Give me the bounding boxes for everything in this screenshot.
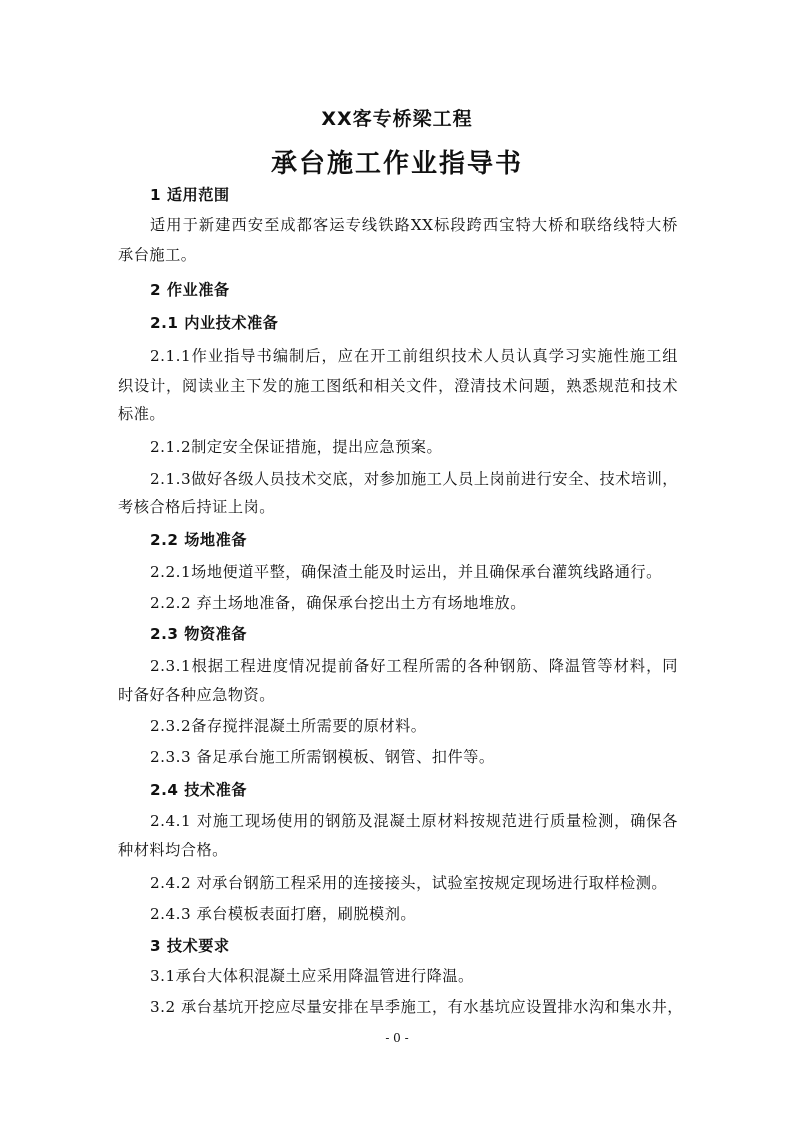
document-subtitle: 承台施工作业指导书 [270, 149, 523, 179]
section-heading: 1 适用范围 [150, 186, 230, 204]
paragraph-line: 考核合格后持证上岗。 [118, 498, 275, 516]
paragraph-line: 织设计，阅读业主下发的施工图纸和相关文件，澄清技术问题，熟悉规范和技术 [118, 377, 678, 395]
page-number: - 0 - [385, 1031, 409, 1045]
subsection-heading: 2.1 内业技术准备 [150, 314, 279, 332]
section-heading: 2 作业准备 [150, 281, 230, 299]
subsection-heading: 2.4 技术准备 [150, 781, 247, 799]
paragraph-line: 2.1.2制定安全保证措施，提出应急预案。 [150, 438, 443, 456]
paragraph-line: 2.3.1根据工程进度情况提前备好工程所需的各种钢筋、降温管等材料，同 [150, 657, 678, 675]
paragraph-line: 2.2.2 弃土场地准备，确保承台挖出土方有场地堆放。 [150, 594, 526, 612]
paragraph-line: 3.2 承台基坑开挖应尽量安排在旱季施工，有水基坑应设置排水沟和集水井， [150, 998, 683, 1016]
paragraph-line: 2.1.1作业指导书编制后，应在开工前组织技术人员认真学习实施性施工组 [150, 347, 678, 365]
paragraph-line: 2.1.3做好各级人员技术交底，对参加施工人员上岗前进行安全、技术培训， [150, 470, 678, 488]
paragraph-line: 2.3.3 备足承台施工所需钢模板、钢管、扣件等。 [150, 748, 495, 766]
document-title: XX客专桥梁工程 [321, 108, 473, 130]
paragraph-line: 种材料均合格。 [118, 841, 228, 859]
paragraph-line: 3.1承台大体积混凝土应采用降温管进行降温。 [150, 967, 474, 985]
paragraph-line: 2.2.1场地便道平整，确保渣土能及时运出，并且确保承台灌筑线路通行。 [150, 563, 662, 581]
paragraph-line: 适用于新建西安至成都客运专线铁路XX标段跨西宝特大桥和联络线特大桥 [150, 216, 678, 234]
paragraph-line: 时备好各种应急物资。 [118, 686, 275, 704]
subsection-heading: 2.2 场地准备 [150, 531, 247, 549]
paragraph-line: 2.4.3 承台模板表面打磨，刷脱模剂。 [150, 905, 417, 923]
paragraph-line: 2.4.2 对承台钢筋工程采用的连接接头，试验室按规定现场进行取样检测。 [150, 874, 668, 892]
subsection-heading: 2.3 物资准备 [150, 625, 247, 643]
paragraph-line: 承台施工。 [118, 246, 197, 264]
paragraph-line: 标准。 [118, 405, 166, 423]
section-heading: 3 技术要求 [150, 937, 230, 955]
paragraph-line: 2.3.2备存搅拌混凝土所需要的原材料。 [150, 717, 427, 735]
paragraph-line: 2.4.1 对施工现场使用的钢筋及混凝土原材料按规范进行质量检测，确保各 [150, 812, 678, 830]
